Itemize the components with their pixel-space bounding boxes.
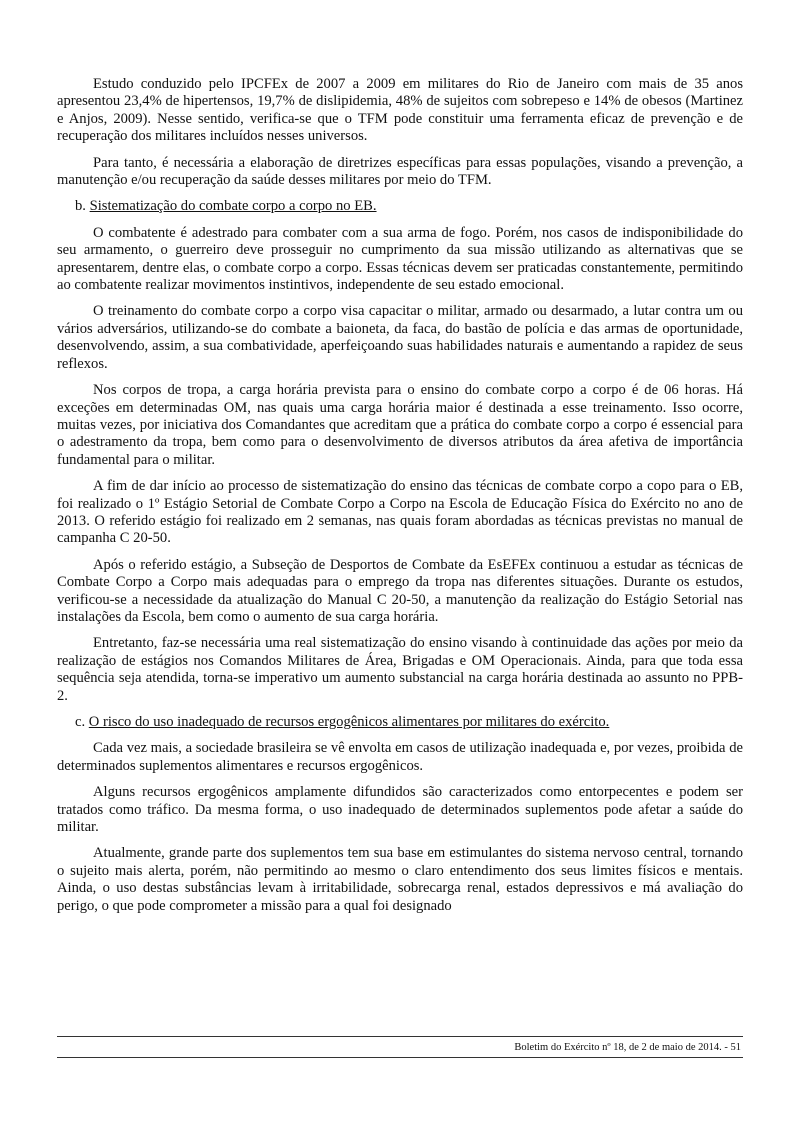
section-c-title: O risco do uso inadequado de recursos ergogênicos alimentares por militares do exército.: [88, 714, 610, 730]
section-c-heading: [57, 714, 743, 731]
page-footer: [57, 1036, 743, 1058]
paragraph: Atualmente, grande parte dos suplementos tem sua base em estimulantes do sistema nervoso central, tornando o sujeito mais alerta, porém, não permitindo ao mesmo o claro entendimento dos seus limites físicos e mentais. Ainda, o uso destas substâncias levam à irritabilidade, sobrecarga renal, estados depressivos e má avaliação do perigo, o que pode comprometer a missão para a qual foi designado: [57, 845, 743, 914]
section-c-letter: c.: [75, 714, 86, 730]
paragraph: Entretanto, faz-se necessária uma real sistematização do ensino visando à continuidade das ações por meio da realização de estágios nos Comandos Militares de Área, Brigadas e OM Operacionais. Ainda, para que toda essa sequência seja atendida, torna-se imperativo um aumento substancial na carga horária destinada ao assunto no PPB-2.: [57, 635, 743, 704]
section-b-letter: b.: [75, 198, 86, 215]
paragraph: Nos corpos de tropa, a carga horária prevista para o ensino do combate corpo a corpo é de 06 horas. Há exceções em determinadas OM, nas quais uma carga horária maior é destinada a esse treinamento. Isso ocorre, muitas vezes, por iniciativa dos Comandantes que acreditam que a prática do combate corpo a corpo é essencial para o adestramento da tropa, bem como para o desenvolvimento de diversos atributos da área afetiva de importância fundamental para o militar.: [57, 382, 743, 468]
section-b-title: Sistematização do combate corpo a corpo no EB.: [89, 198, 377, 215]
paragraph: Cada vez mais, a sociedade brasileira se vê envolta em casos de utilização inadequada e, por vezes, proibida de determinados suplementos alimentares e recursos ergogênicos.: [57, 740, 743, 774]
footer-rule-bottom: [57, 1057, 743, 1058]
footer-rule-top: [57, 1036, 743, 1037]
section-b-heading: [57, 198, 743, 215]
paragraph: A fim de dar início ao processo de sistematização do ensino das técnicas de combate corpo a copo para o EB, foi realizado o 1º Estágio Setorial de Combate Corpo a Corpo na Escola de Educação Física do Exército no ano de 2013. O referido estágio foi realizado em 2 semanas, nas quais foram abordadas as técnicas previstas no manual de campanha C 20-50.: [57, 478, 743, 547]
paragraph: Alguns recursos ergogênicos amplamente difundidos são caracterizados como entorpecentes e podem ser tratados como tráfico. Da mesma forma, o uso inadequado de determinados suplementos pode afetar a saúde do militar.: [57, 784, 743, 836]
paragraph: Estudo conduzido pelo IPCFEx de 2007 a 2009 em militares do Rio de Janeiro com mais de 35 anos apresentou 23,4% de hipertensos, 19,7% de dislipidemia, 48% de sujeitos com sobrepeso e 14% de obesos (Martinez e Anjos, 2009). Nesse sentido, verifica-se que o TFM pode constituir uma ferramenta eficaz de prevenção e de recuperação dos militares incluídos nesses universos.: [57, 76, 743, 145]
paragraph: O combatente é adestrado para combater com a sua arma de fogo. Porém, nos casos de indisponibilidade do seu armamento, o guerreiro deve prosseguir no cumprimento da sua missão utilizando as alternativas que se apresentarem, dentre elas, o combate corpo a corpo. Essas técnicas devem ser praticadas constantemente, permitindo ao combatente realizar movimentos instintivos, independente de seu estado emocional.: [57, 224, 743, 294]
paragraph: Após o referido estágio, a Subseção de Desportos de Combate da EsEFEx continuou a estudar as técnicas de Combate Corpo a Corpo mais adequadas para o emprego da tropa nas diferentes situações. Durante os estudos, verificou-se a necessidade da atualização do Manual C 20-50, a manutenção da realização do Estágio Setorial nas instalações da Escola, bem como o aumento de sua carga horária.: [57, 556, 743, 625]
paragraph: O treinamento do combate corpo a corpo visa capacitar o militar, armado ou desarmado, a lutar contra um ou vários adversários, utilizando-se do combate a baioneta, da faca, do bastão de polícia e das armas de oportunidade, desenvolvendo, assim, a sua combatividade, aperfeiçoando suas habilidades naturais e aumentando a rapidez de seus reflexos.: [57, 303, 743, 372]
footer-text: Boletim do Exército nº 18, de 2 de maio de 2014. - 51: [514, 1042, 741, 1053]
paragraph: Para tanto, é necessária a elaboração de diretrizes específicas para essas populações, visando a prevenção, a manutenção e/ou recuperação da saúde desses militares por meio do TFM.: [57, 154, 743, 189]
document-body: [57, 76, 743, 924]
